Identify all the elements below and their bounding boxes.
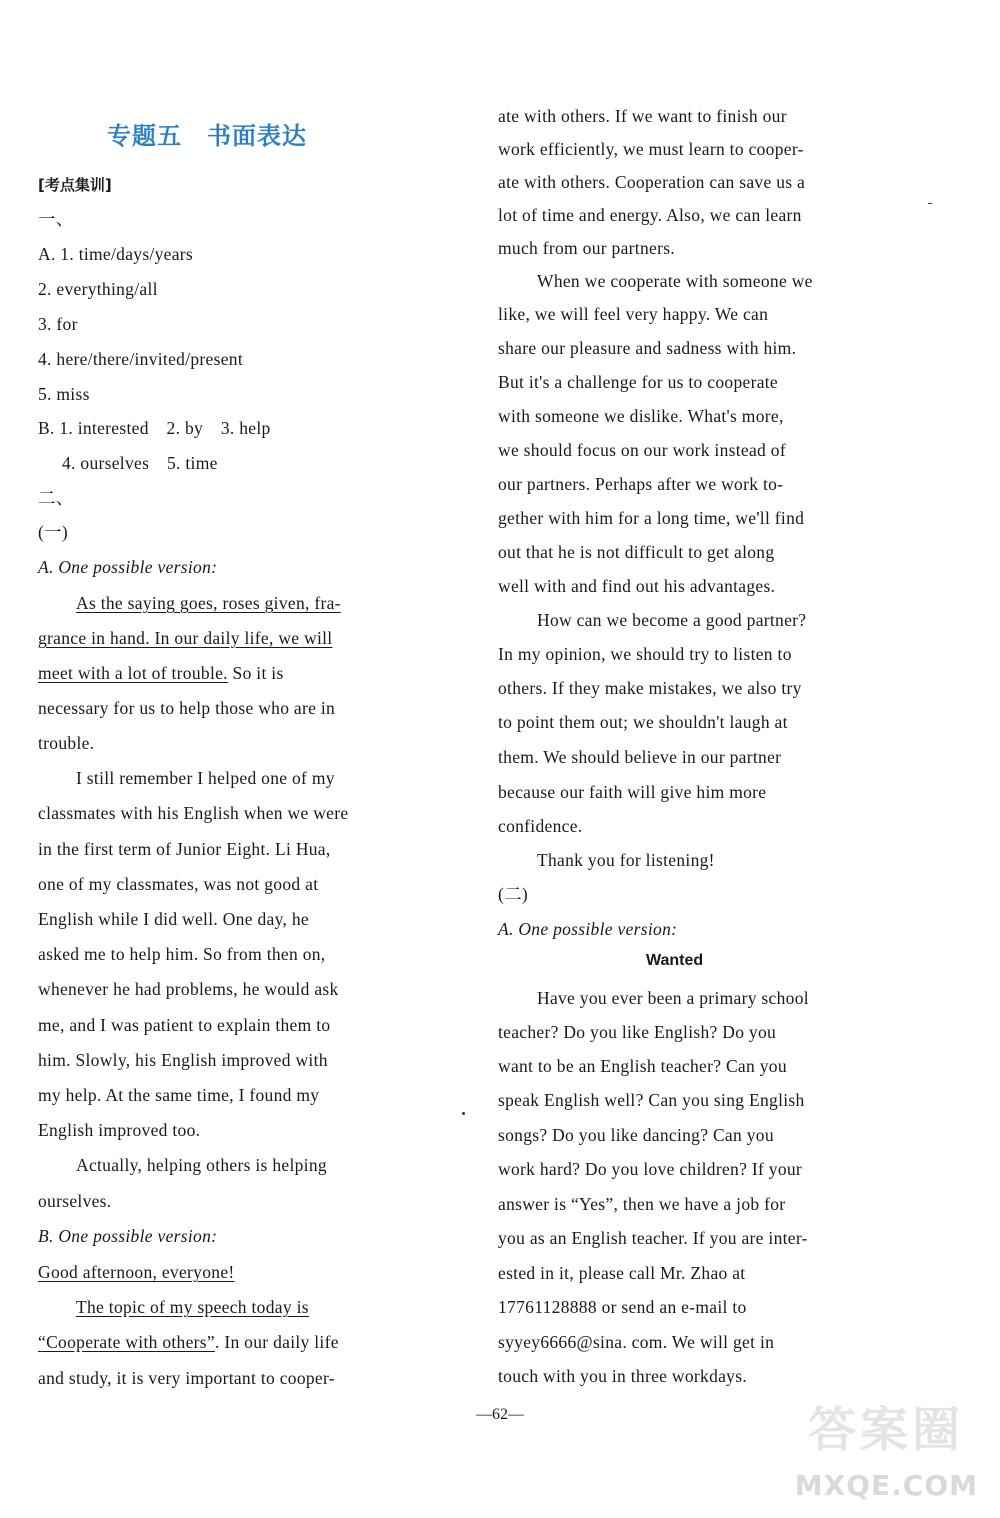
essay-line: In my opinion, we should try to listen to: [498, 644, 792, 664]
answer-line: 2. everything/all: [38, 279, 158, 299]
essay-line: them. We should believe in our partner: [498, 747, 782, 767]
essay-line: English improved too.: [38, 1120, 201, 1140]
essay-line: lot of time and energy. Also, we can learn: [498, 205, 802, 225]
essay-line: gether with him for a long time, we'll find: [498, 508, 805, 528]
page-number: —62—: [476, 1406, 524, 1423]
print-speck: [928, 203, 932, 204]
essay-line: want to be an English teacher? Can you: [498, 1056, 787, 1076]
underlined-phrase: meet with a lot of trouble.: [38, 663, 228, 683]
essay-line: touch with you in three workdays.: [498, 1366, 748, 1386]
essay-line: ate with others. If we want to finish our: [498, 106, 787, 126]
essay-line: you as an English teacher. If you are inter-: [498, 1228, 808, 1248]
essay-line: our partners. Perhaps after we work to-: [498, 474, 784, 494]
answer-line: A. 1. time/days/years: [38, 244, 194, 264]
essay-line: others. If they make mistakes, we also try: [498, 678, 802, 698]
essay-line: When we cooperate with someone we: [537, 271, 813, 291]
essay-line: classmates with his English when we were: [38, 803, 349, 823]
subsection-marker: (二): [498, 884, 529, 904]
section-label: [考点集训]: [38, 176, 112, 194]
essay-line: we should focus on our work instead of: [498, 440, 786, 460]
essay-line: ate with others. Cooperation can save us a: [498, 172, 806, 192]
essay-line: confidence.: [498, 816, 583, 836]
essay-line: speak English well? Can you sing English: [498, 1090, 805, 1110]
essay-line: out that he is not difficult to get along: [498, 542, 775, 562]
essay-line: answer is “Yes”, then we have a job for: [498, 1194, 786, 1214]
essay-line: ourselves.: [38, 1191, 112, 1211]
essay-line: me, and I was patient to explain them to: [38, 1015, 331, 1035]
watermark-text: MXQE.COM: [794, 1469, 978, 1502]
essay-line: trouble.: [38, 733, 95, 753]
essay-line: work hard? Do you love children? If your: [498, 1159, 803, 1179]
wanted-heading-text: Wanted: [646, 952, 704, 969]
answer-line: 3. for: [38, 314, 78, 334]
essay-line: Thank you for listening!: [537, 850, 715, 870]
essay-line: to point them out; we shouldn't laugh at: [498, 712, 788, 732]
subsection-marker: (一): [38, 522, 69, 542]
essay-line: whenever he had problems, he would ask: [38, 979, 339, 999]
essay-line: But it's a challenge for us to cooperate: [498, 372, 778, 392]
essay-line: As the saying goes, roses given, fra-: [76, 593, 341, 613]
essay-line: because our faith will give him more: [498, 782, 767, 802]
answer-line: 5. miss: [38, 384, 90, 404]
essay-line: and study, it is very important to cooper-: [38, 1368, 335, 1388]
print-speck: [462, 1112, 465, 1115]
essay-line: 17761128888 or send an e-mail to: [498, 1297, 747, 1317]
essay-line: share our pleasure and sadness with him.: [498, 338, 797, 358]
essay-line: well with and find out his advantages.: [498, 576, 776, 596]
version-label: A. One possible version:: [498, 919, 678, 939]
essay-line: grance in hand. In our daily life, we will: [38, 628, 333, 648]
answer-line: 4. here/there/invited/present: [38, 349, 244, 369]
essay-line: much from our partners.: [498, 238, 675, 258]
essay-line: Have you ever been a primary school: [537, 988, 809, 1008]
answer-line: 4. ourselves 5. time: [62, 453, 218, 473]
essay-line: one of my classmates, was not good at: [38, 874, 319, 894]
speech-greeting: Good afternoon, everyone!: [38, 1262, 235, 1282]
essay-line: work efficiently, we must learn to cooper-: [498, 139, 804, 159]
version-label: A. One possible version:: [38, 557, 218, 577]
essay-line: with someone we dislike. What's more,: [498, 406, 784, 426]
section-marker: 一、: [38, 209, 74, 229]
essay-line: meet with a lot of trouble. So it is: [38, 663, 284, 683]
page-title: 专题五 书面表达: [107, 122, 307, 150]
essay-line: asked me to help him. So from then on,: [38, 944, 326, 964]
essay-line: The topic of my speech today is: [76, 1297, 309, 1317]
essay-line: him. Slowly, his English improved with: [38, 1050, 328, 1070]
essay-line: like, we will feel very happy. We can: [498, 304, 769, 324]
essay-line: in the first term of Junior Eight. Li Hua,: [38, 839, 331, 859]
essay-line: songs? Do you like dancing? Can you: [498, 1125, 774, 1145]
essay-line: my help. At the same time, I found my: [38, 1085, 320, 1105]
essay-line: I still remember I helped one of my: [76, 768, 335, 788]
section-marker: 二、: [38, 488, 74, 508]
underlined-phrase: “Cooperate with others”: [38, 1332, 215, 1352]
essay-line: teacher? Do you like English? Do you: [498, 1022, 777, 1042]
essay-line: English while I did well. One day, he: [38, 909, 309, 929]
essay-line: ested in it, please call Mr. Zhao at: [498, 1263, 746, 1283]
answer-line: B. 1. interested 2. by 3. help: [38, 418, 271, 438]
essay-line: syyey6666@sina. com. We will get in: [498, 1332, 775, 1352]
essay-line: How can we become a good partner?: [537, 610, 807, 630]
essay-line: “Cooperate with others”. In our daily life: [38, 1332, 339, 1352]
essay-line: necessary for us to help those who are in: [38, 698, 336, 718]
essay-line: Actually, helping others is helping: [76, 1155, 327, 1175]
watermark-chars: 答案圈: [807, 1402, 964, 1458]
version-label: B. One possible version:: [38, 1226, 218, 1246]
